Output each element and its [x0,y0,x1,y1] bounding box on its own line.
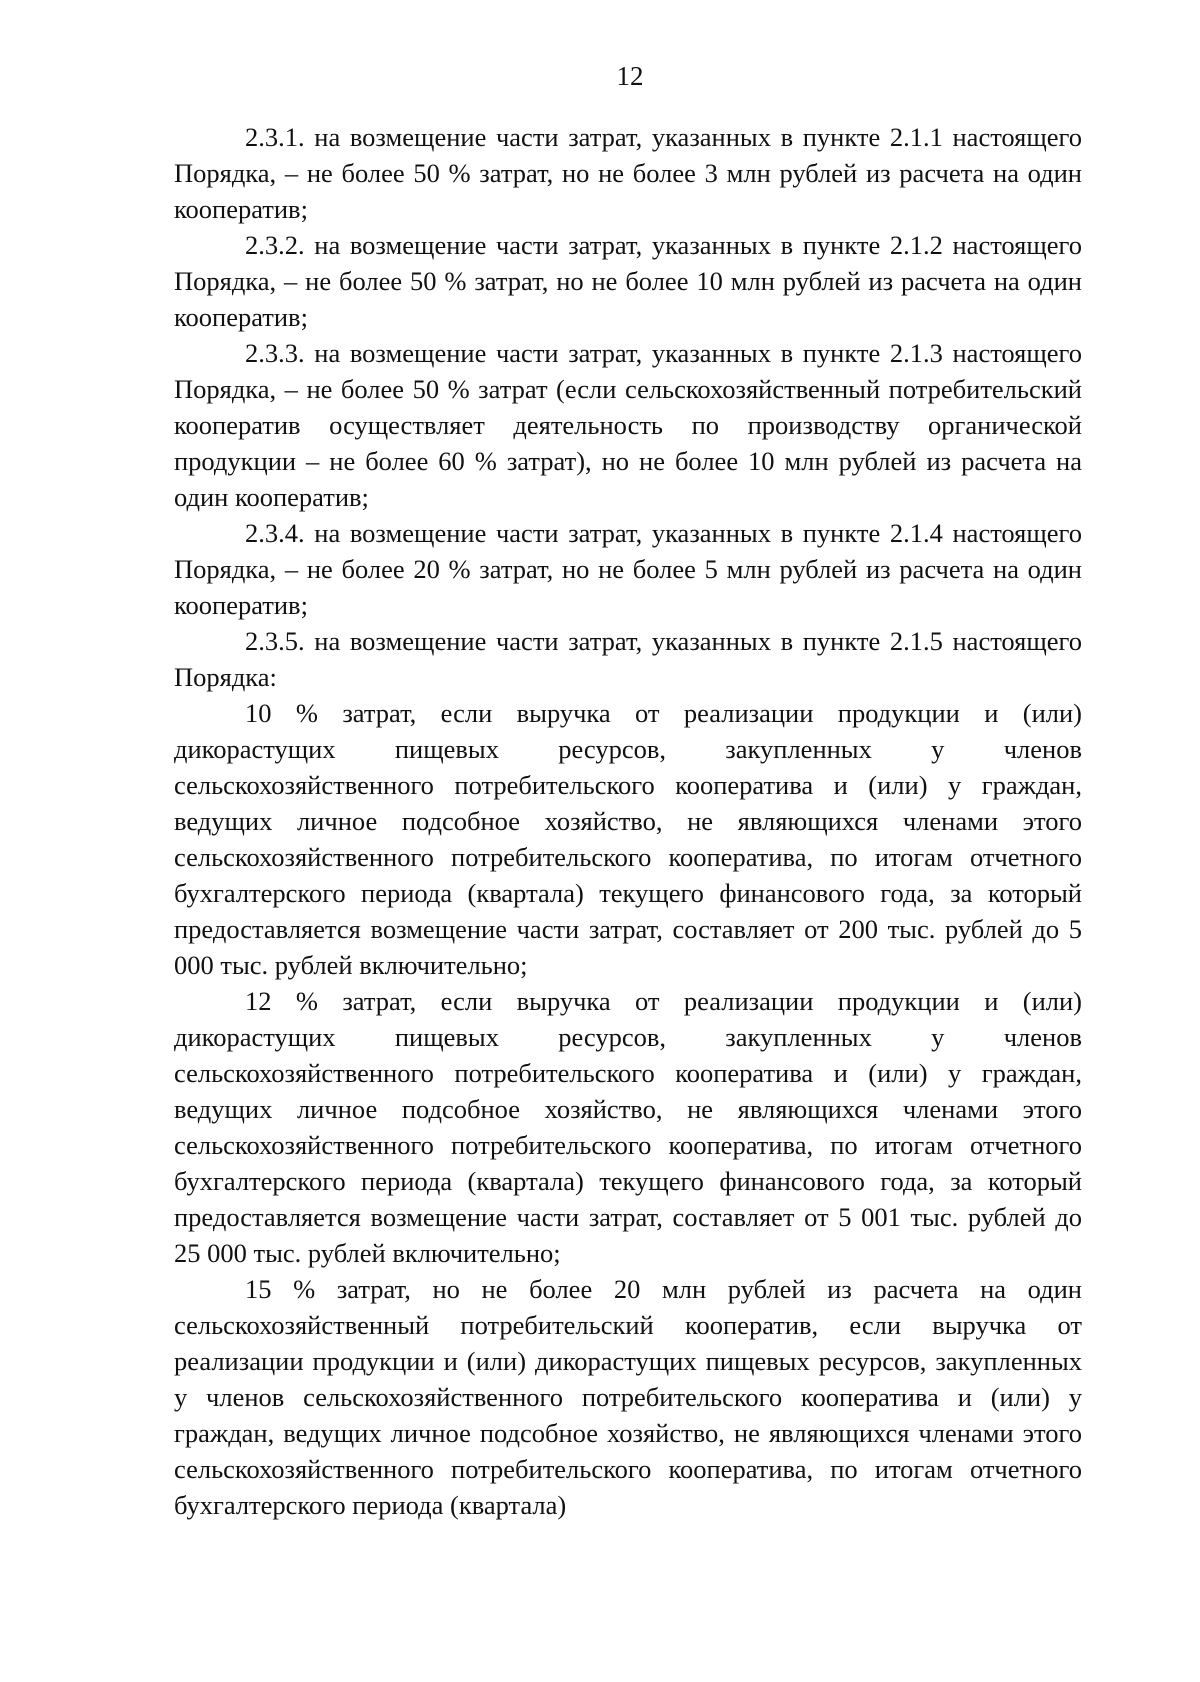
paragraph-2-3-3: 2.3.3. на возмещение части затрат, указанных в пункте 2.1.3 настоящего Порядка, – не более 50 % затрат (если сельскохозяйственный потребительский кооператив осуществляет деятельность по производству органической продукции – не более 60 % затрат), но не более 10 млн рублей из расчета на один кооператив; [174,338,1082,512]
paragraph-2-3-1: 2.3.1. на возмещение части затрат, указанных в пункте 2.1.1 настоящего Порядка, – не более 50 % затрат, но не более 3 млн рублей из расчета на один кооператив; [174,122,1082,224]
page-number: 12 [616,61,644,91]
paragraph-12-percent: 12 % затрат, если выручка от реализации продукции и (или) дикорастущих пищевых ресурсов, закупленных у членов сельскохозяйственного потребительского кооператива и (или) у граждан, ведущих личное подсобное хозяйство, не являющихся членами этого сельскохозяйственного потребительского кооператива, по итогам отчетного бухгалтерского периода (квартала) текущего финансового года, за который предоставляется возмещение части затрат, составляет от 5 001 тыс. рублей до 25 000 тыс. рублей включительно; [174,986,1082,1268]
document-body [174,119,1082,1523]
paragraph-2-3-2: 2.3.2. на возмещение части затрат, указанных в пункте 2.1.2 настоящего Порядка, – не более 50 % затрат, но не более 10 млн рублей из расчета на один кооператив; [174,230,1082,332]
paragraph-2-3-5: 2.3.5. на возмещение части затрат, указанных в пункте 2.1.5 настоящего Порядка: [174,626,1082,692]
paragraph-10-percent: 10 % затрат, если выручка от реализации продукции и (или) дикорастущих пищевых ресурсов, закупленных у членов сельскохозяйственного потребительского кооператива и (или) у граждан, ведущих личное подсобное хозяйство, не являющихся членами этого сельскохозяйственного потребительского кооператива, по итогам отчетного бухгалтерского периода (квартала) текущего финансового года, за который предоставляется возмещение части затрат, составляет от 200 тыс. рублей до 5 000 тыс. рублей включительно; [174,698,1082,980]
paragraph-15-percent: 15 % затрат, но не более 20 млн рублей из расчета на один сельскохозяйственный потребительский кооператив, если выручка от реализации продукции и (или) дикорастущих пищевых ресурсов, закупленных у членов сельскохозяйственного потребительского кооператива и (или) у граждан, ведущих личное подсобное хозяйство, не являющихся членами этого сельскохозяйственного потребительского кооператива, по итогам отчетного бухгалтерского периода (квартала) [174,1274,1082,1520]
paragraph-2-3-4: 2.3.4. на возмещение части затрат, указанных в пункте 2.1.4 настоящего Порядка, – не более 20 % затрат, но не более 5 млн рублей из расчета на один кооператив; [174,518,1082,620]
